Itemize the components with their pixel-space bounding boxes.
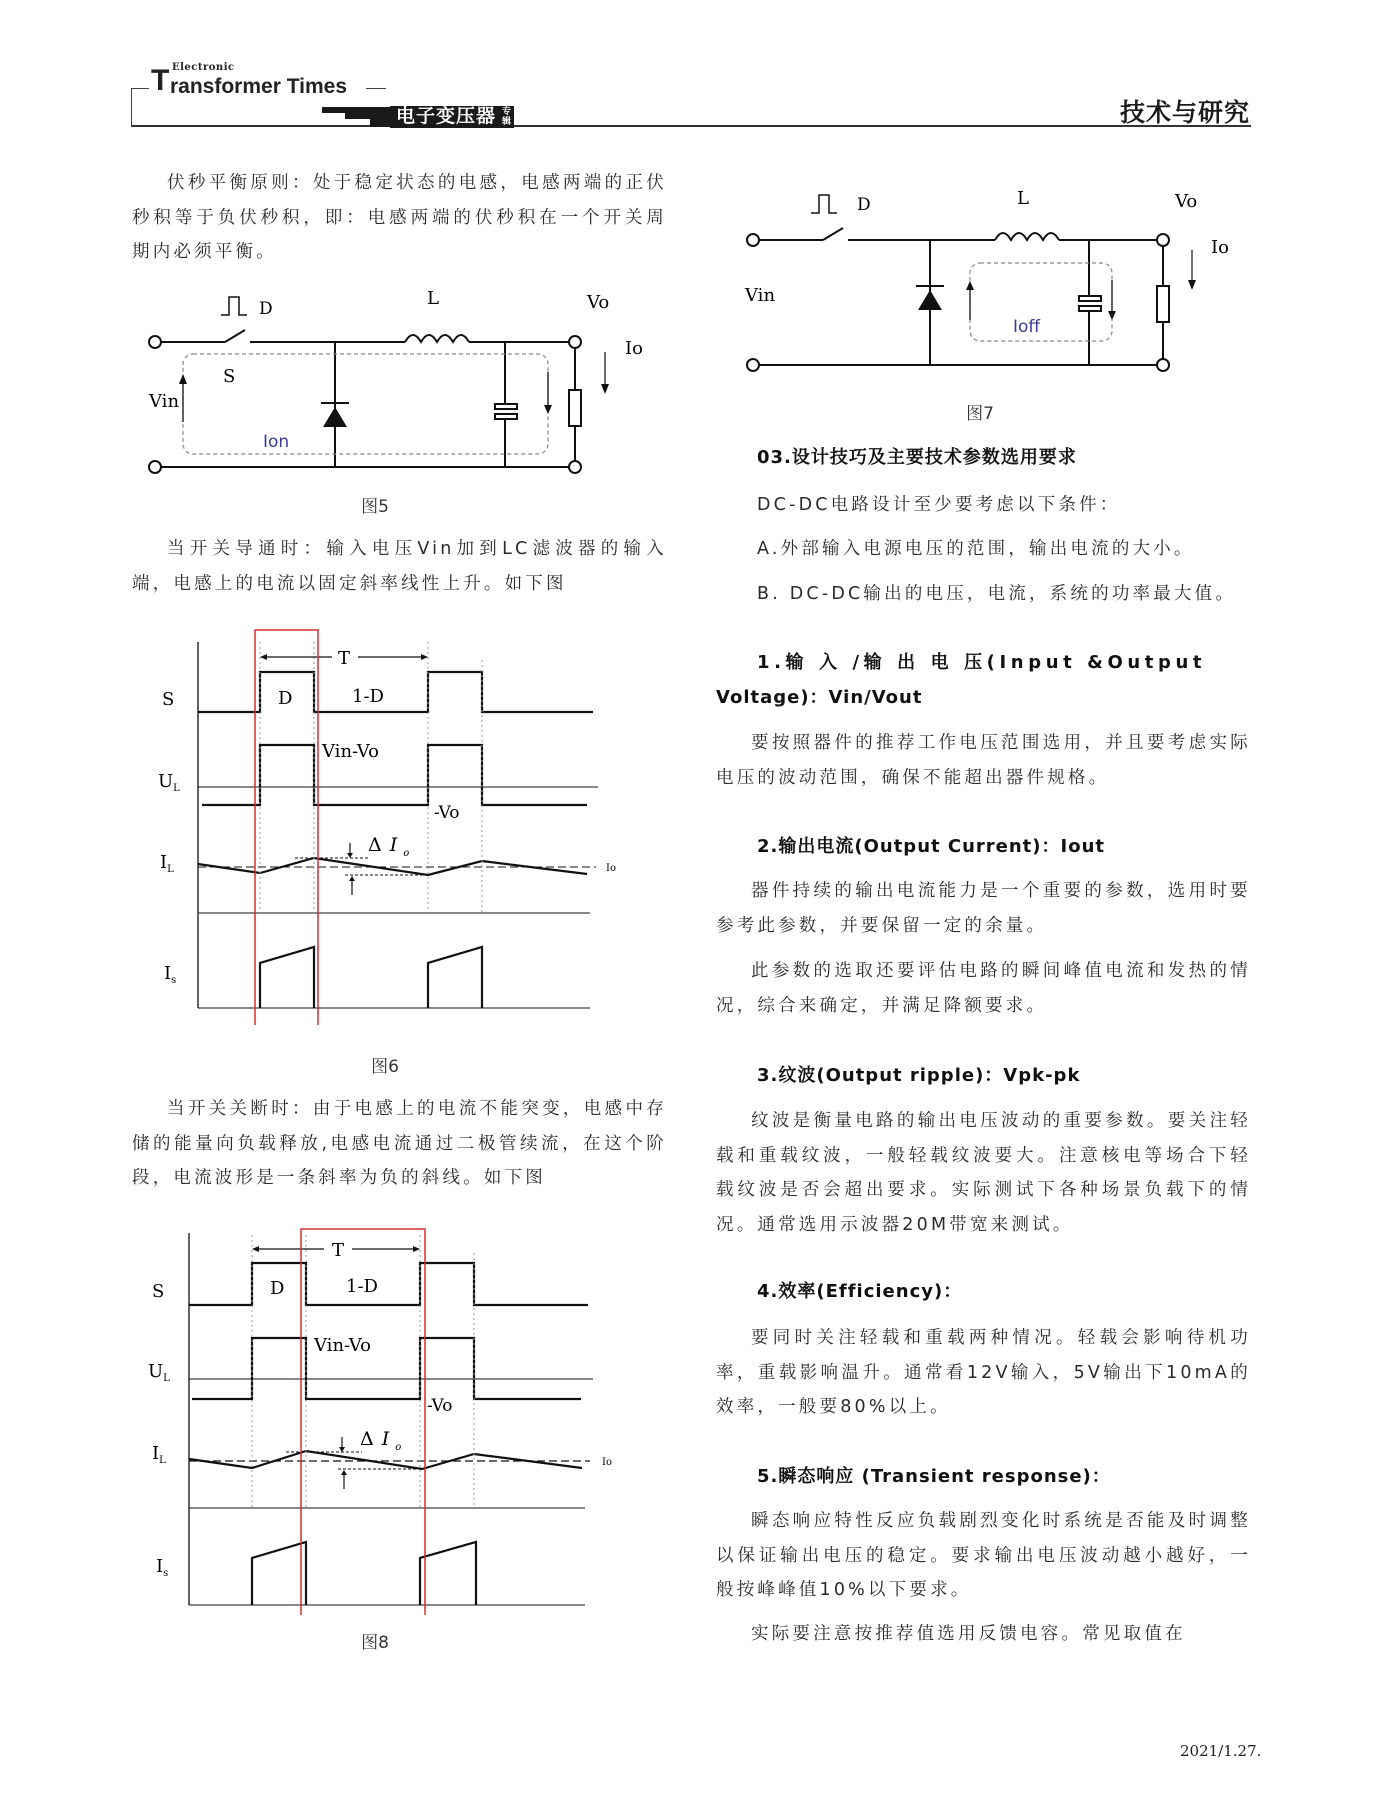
label-period: T xyxy=(338,648,351,669)
brand-electronic: Electronic xyxy=(172,62,235,73)
section-title: 技术与研究 xyxy=(1119,98,1250,127)
label-delta-io: Δ I $_o$ xyxy=(368,834,410,859)
paragraph-ripple: 纹波是衡量电路的输出电压波动的重要参数。要关注轻载和重载纹波，一般轻载纹波要大。注意核电等场合下轻载纹波是否会超出要求。实际测试下各种场景负载下的情况。通常选用示波器20M带宽来测试。 xyxy=(716,1111,1251,1235)
brand-initial: T xyxy=(151,64,170,97)
label-il: $I_L$ xyxy=(152,1443,166,1466)
paragraph-conditions: DC-DC电路设计至少要考虑以下条件： xyxy=(757,495,1121,515)
label-vin-vo: Vin-Vo xyxy=(314,1335,371,1356)
label-vin-vo: Vin-Vo xyxy=(322,741,379,762)
label-inductor: L xyxy=(427,288,439,309)
label-io: Io xyxy=(1211,237,1229,258)
label-duty: D xyxy=(270,1278,285,1299)
label-vin: Vin xyxy=(745,285,776,306)
label-neg-vo: -Vo xyxy=(427,1396,453,1416)
label-il: $I_L$ xyxy=(160,852,174,875)
figure-8 xyxy=(130,1205,640,1615)
label-io: Io xyxy=(625,338,643,359)
label-ioff: Ioff xyxy=(1013,317,1041,337)
label-ul: $U_L$ xyxy=(158,771,180,794)
paragraph-switch-on: 当开关导通时：输入电压Vin加到LC滤波器的输入端，电感上的电流以固定斜率线性上升。如下图 xyxy=(132,539,667,594)
waveform-off-diagram xyxy=(130,1205,640,1615)
figure-8-caption: 图8 xyxy=(361,1633,389,1653)
paragraph-condition-b: B. DC-DC输出的电压，电流，系统的功率最大值。 xyxy=(757,584,1237,604)
page-number: 2021/1.27. xyxy=(1180,1742,1262,1760)
label-neg-vo: -Vo xyxy=(434,803,460,823)
label-delta-io: Δ I $_o$ xyxy=(360,1428,402,1453)
label-one-minus-d: 1-D xyxy=(352,686,384,707)
heading-io-voltage-line2: Voltage)：Vin/Vout xyxy=(716,687,923,708)
brand-title: ransformer Times xyxy=(170,75,348,98)
header-rule-left xyxy=(131,88,149,89)
header-bracket xyxy=(131,88,132,126)
label-vo: Vo xyxy=(587,292,610,313)
label-s: S xyxy=(162,689,175,710)
paragraph-condition-a: A.外部输入电源电压的范围，输出电流的大小。 xyxy=(757,539,1195,559)
label-s: S xyxy=(152,1281,165,1302)
label-is: $I_s$ xyxy=(156,1556,169,1579)
label-ul: $U_L$ xyxy=(148,1361,170,1384)
figure-6 xyxy=(140,615,640,1025)
waveform-on-diagram xyxy=(140,615,640,1025)
buck-off-circuit-diagram xyxy=(725,180,1245,380)
label-duty: D xyxy=(259,299,273,319)
paragraph-io-voltage: 要按照器件的推荐工作电压范围选用，并且要考虑实际电压的波动范围，确保不能超出器件规格。 xyxy=(716,733,1251,788)
heading-io-voltage-line1: 1.输 入 /输 出 电 压(Input &Output xyxy=(757,652,1207,673)
paragraph-transient-b: 实际要注意按推荐值选用反馈电容。常见取值在 xyxy=(751,1624,1186,1644)
figure-7 xyxy=(725,180,1245,380)
heading-transient: 5.瞬态响应 (Transient response)： xyxy=(757,1466,1111,1487)
brand-cn: 电子变压器 xyxy=(396,105,497,127)
paragraph-transient-a: 瞬态响应特性反应负载剧烈变化时系统是否能及时调整以保证输出电压的稳定。要求输出电压波动越小越好，一般按峰峰值10%以下要求。 xyxy=(716,1511,1251,1600)
header-rule-after-brand xyxy=(366,88,386,89)
paragraph-switch-off: 当开关关断时：由于电感上的电流不能突变，电感中存储的能量向负载释放,电感电流通过二极管续流，在这个阶段，电流波形是一条斜率为负的斜线。如下图 xyxy=(132,1099,667,1188)
brand-cn-bar xyxy=(390,106,514,128)
figure-7-caption: 图7 xyxy=(966,404,994,424)
label-one-minus-d: 1-D xyxy=(346,1276,378,1297)
label-io: Io xyxy=(606,863,616,874)
buck-on-circuit-diagram xyxy=(135,272,655,477)
label-inductor: L xyxy=(1017,188,1029,209)
figure-5-caption: 图5 xyxy=(361,497,389,517)
label-vo: Vo xyxy=(1175,191,1198,212)
heading-ripple: 3.纹波(Output ripple)：Vpk-pk xyxy=(757,1065,1081,1086)
header-rule-bottom xyxy=(131,125,1251,127)
label-switch: S xyxy=(223,366,236,387)
figure-6-caption: 图6 xyxy=(371,1057,399,1077)
paragraph-output-current-b: 此参数的选取还要评估电路的瞬间峰值电流和发热的情况，综合来确定，并满足降额要求。 xyxy=(716,961,1251,1016)
label-io: Io xyxy=(602,1457,612,1468)
section-heading-03: 03.设计技巧及主要技术参数选用要求 xyxy=(757,447,1077,468)
label-period: T xyxy=(332,1240,345,1261)
figure-5 xyxy=(135,272,655,477)
heading-output-current: 2.输出电流(Output Current)：Iout xyxy=(757,836,1105,857)
label-ion: Ion xyxy=(263,432,290,452)
paragraph-volt-second-balance: 伏秒平衡原则：处于稳定状态的电感，电感两端的正伏秒积等于负伏秒积，即：电感两端的伏秒积在一个开关周期内必须平衡。 xyxy=(132,173,667,262)
page-header xyxy=(0,0,1380,135)
label-is: $I_s$ xyxy=(164,963,177,986)
label-duty: D xyxy=(278,688,293,709)
paragraph-output-current-a: 器件持续的输出电流能力是一个重要的参数，选用时要参考此参数，并要保留一定的余量。 xyxy=(716,881,1251,936)
label-duty: D xyxy=(857,195,871,215)
label-vin: Vin xyxy=(149,391,180,412)
heading-efficiency: 4.效率(Efficiency)： xyxy=(757,1281,963,1302)
paragraph-efficiency: 要同时关注轻载和重载两种情况。轻载会影响待机功率，重载影响温升。通常看12V输入，5V输出下10mA的效率，一般要80%以上。 xyxy=(716,1328,1251,1417)
brand-cn-tag: 专辑 xyxy=(502,107,512,127)
